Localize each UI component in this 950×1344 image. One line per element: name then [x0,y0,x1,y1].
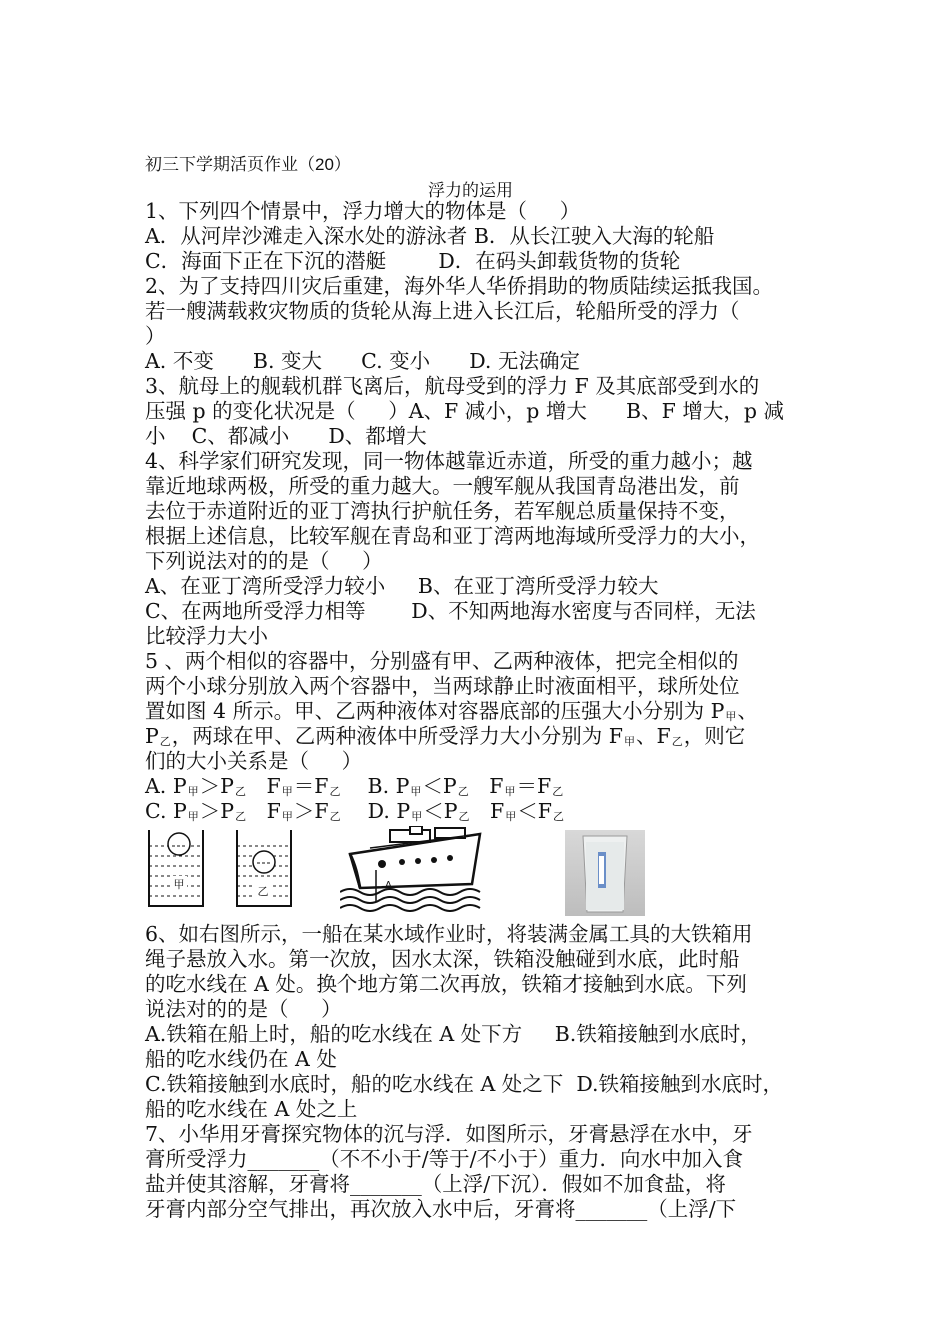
q2-stem-2: 若一艘满载救灾物质的货轮从海上进入长江后，轮船所受的浮力（ [145,299,740,323]
q5-stem-4 [145,724,825,749]
q7-stem-1: 7、小华用牙膏探究物体的沉与浮．如图所示，牙膏悬浮在水中，牙 [145,1122,753,1146]
q6-options-cd: C.铁箱接触到水底时，船的吃水线在 A 处之下 D.铁箱接触到水底时， [145,1072,784,1096]
q5-options-ab: A. P甲＞P乙 F甲＝F乙 B. P甲＜P乙 F甲＝F乙 [145,774,564,798]
q6-stem-1: 6、如右图所示，一船在某水域作业时，将装满金属工具的大铁箱用 [145,922,753,946]
q3-stem-3: 小 C、都减小 D、都增大 [145,424,427,448]
q7-stem-4: 牙膏内部分空气排出，再次放入水中后，牙膏将_______（上浮/下 [145,1197,737,1221]
q6-stem-3: 的吃水线在 A 处。换个地方第二次再放，铁箱才接触到水底。下列 [145,972,747,996]
subscript-jia: 甲 [624,735,636,748]
q4-stem-1: 4、科学家们研究发现，同一物体越靠近赤道，所受的重力越小；越 [145,449,753,473]
q5-stem-3 [145,699,825,724]
figures-row [145,826,665,926]
q5-stem-3-end: 、 [737,699,758,723]
text-block-2 [145,922,825,1222]
q1-options-cd: C．海面下正在下沉的潜艇 D．在码头卸载货物的货轮 [145,249,681,273]
q4-stem-2: 靠近地球两极，所受的重力越大。一艘军舰从我国青岛港出发，前 [145,474,740,498]
subscript-jia: 甲 [725,710,737,723]
q6-stem-4: 说法对的的是（ ） [145,997,342,1021]
q4-options-cd: C、在两地所受浮力相等 D、不知两地海水密度与否同样，无法 [145,599,756,623]
worksheet-title: 初三下学期活页作业（20） [145,155,351,174]
q2-stem-3: ） [145,324,166,348]
container-jia-figure [145,826,207,910]
container-yi-label: 乙 [257,885,269,898]
q7-stem-3: 盐并使其溶解，牙膏将_______（上浮/下沉）．假如不加食盐，将 [145,1172,726,1196]
q4-stem-3: 去位于赤道附近的亚丁湾执行护航任务，若军舰总质量保持不变， [145,499,740,523]
q4-stem-5: 下列说法对的的是（ ） [145,549,383,573]
ship-mark-label: A [385,880,392,891]
ship-figure [340,826,490,912]
text-block-1 [145,199,825,824]
q5-stem-4-p: P [145,724,159,748]
glass-photo [565,830,645,916]
q1-options-ab: A．从河岸沙滩走入深水处的游泳者 B．从长江驶入大海的轮船 [145,224,715,248]
q5-stem-3-text: 置如图 4 所示。甲、乙两种液体对容器底部的压强大小分别为 P [145,699,725,723]
subscript-yi: 乙 [671,735,683,748]
q6-options-ab-cont: 船的吃水线仍在 A 处 [145,1047,337,1071]
subscript-yi: 乙 [159,735,171,748]
q7-stem-2: 膏所受浮力_______（不不小于/等于/不小于）重力．向水中加入食 [145,1147,744,1171]
worksheet-subtitle: 浮力的运用 [428,181,513,200]
q5-stem-1: 5 、两个相似的容器中，分别盛有甲、乙两种液体，把完全相似的 [145,649,739,673]
q5-stem-4-mid: 、F [636,724,671,748]
q6-stem-2: 绳子悬放入水。第一次放，因水太深，铁箱没触碰到水底，此时船 [145,947,740,971]
q2-options: A. 不变 B. 变大 C. 变小 D. 无法确定 [145,349,580,373]
q6-options-ab: A.铁箱在船上时，船的吃水线在 A 处下方 B.铁箱接触到水底时， [145,1022,761,1046]
q5-stem-2: 两个小球分别放入两个容器中，当两球静止时液面相平，球所处位 [145,674,740,698]
q3-stem-2: 压强 p 的变化状况是（ ）A、F 减小，p 增大 B、F 增大，p 减 [145,399,784,423]
q5-options-cd: C. P甲＞P乙 F甲＞F乙 D. P甲＜P乙 F甲＜F乙 [145,799,565,823]
container-yi-figure [233,826,295,910]
q5-stem-4-text: ，两球在甲、乙两种液体中所受浮力大小分别为 F [171,724,624,748]
q3-stem-1: 3、航母上的舰载机群飞离后，航母受到的浮力 F 及其底部受到水的 [145,374,760,398]
container-jia-label: 甲 [173,878,185,891]
q5-stem-5: 们的大小关系是（ ） [145,749,363,773]
q4-stem-4: 根据上述信息，比较军舰在青岛和亚丁湾两地海域所受浮力的大小， [145,524,760,548]
q4-options-cd-cont: 比较浮力大小 [145,624,268,648]
q1-stem: 1、下列四个情景中，浮力增大的物体是（ ） [145,199,581,223]
q6-options-cd-cont: 船的吃水线在 A 处之上 [145,1097,358,1121]
q2-stem-1: 2、为了支持四川灾后重建，海外华人华侨捐助的物质陆续运抵我国。 [145,274,774,298]
q5-stem-4-end: ，则它 [683,724,746,748]
q4-options-ab: A、在亚丁湾所受浮力较小 B、在亚丁湾所受浮力较大 [145,574,659,598]
